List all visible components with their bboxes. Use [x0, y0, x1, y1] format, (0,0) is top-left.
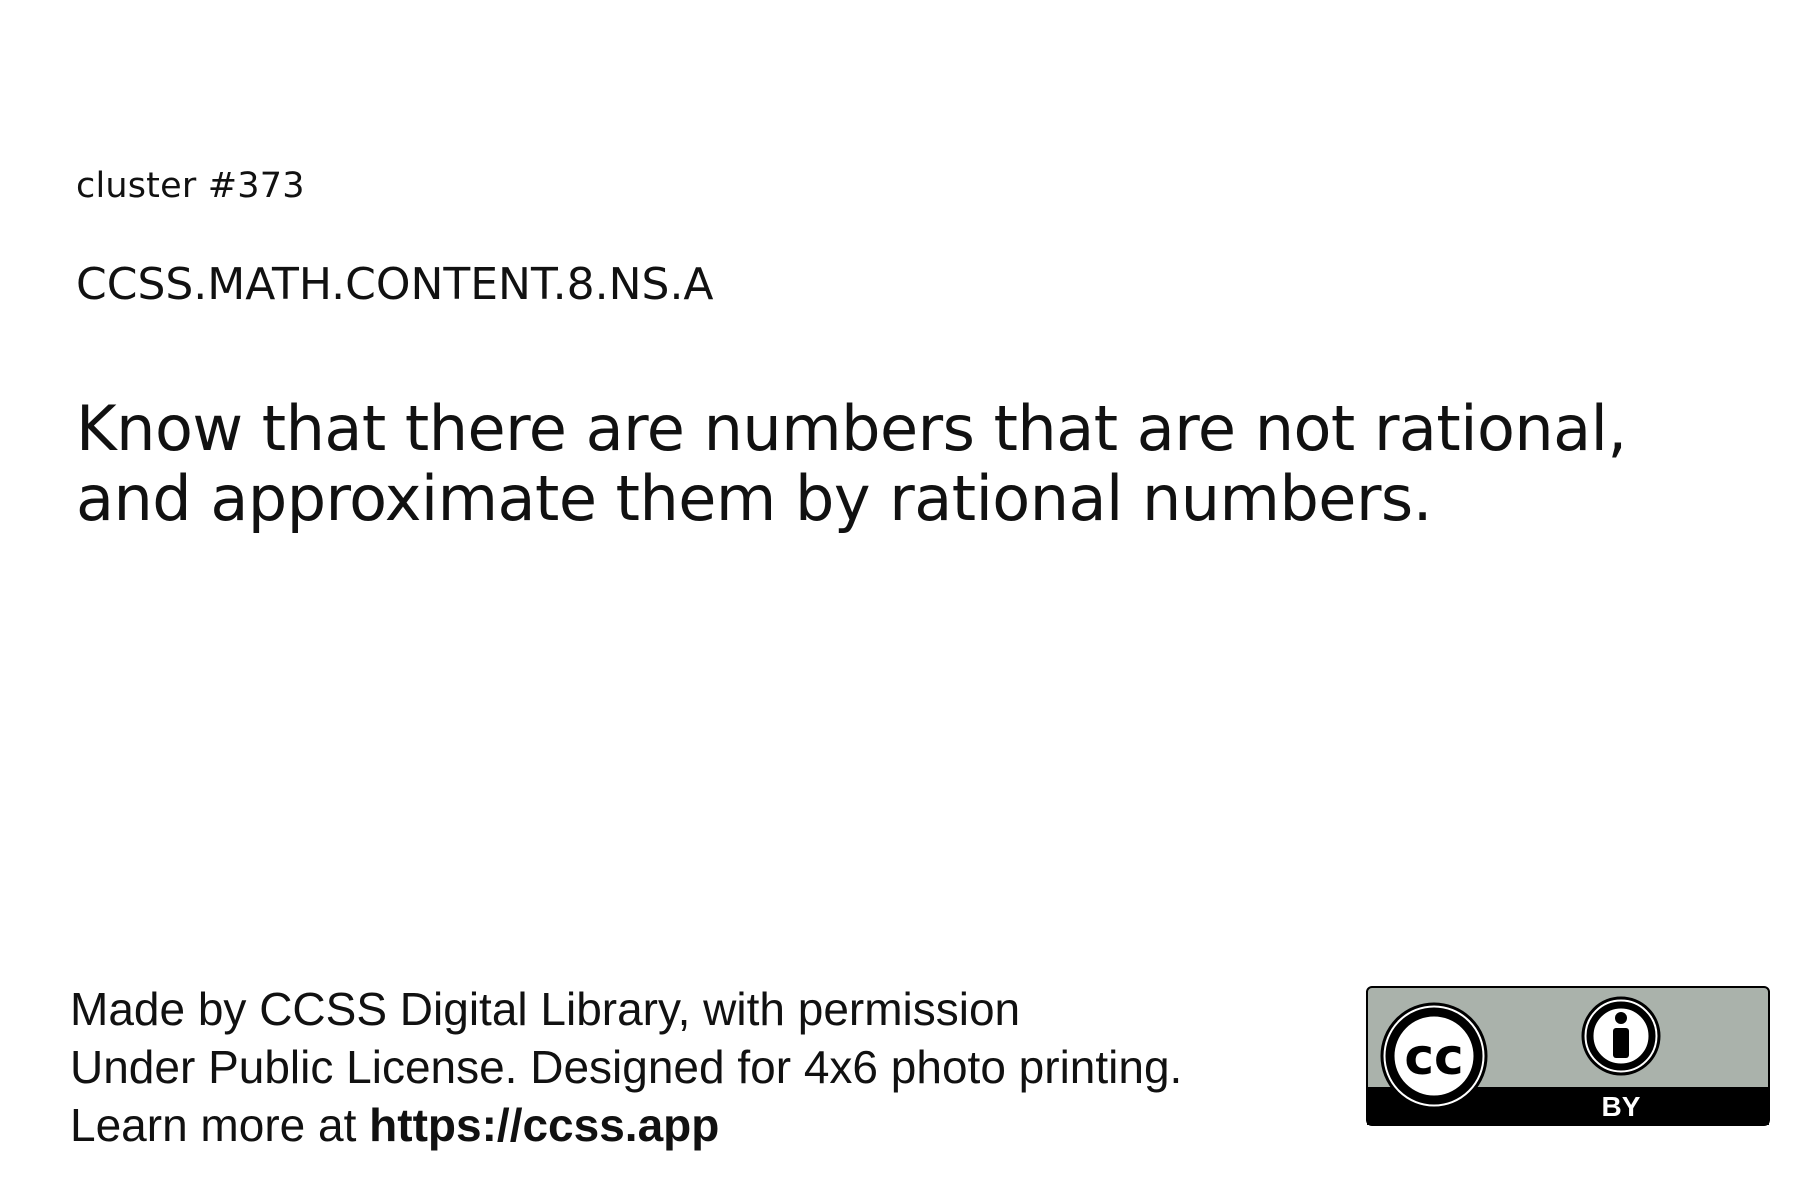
footer-attribution: [70, 980, 1182, 1154]
learn-more-prefix: Learn more at: [70, 1099, 370, 1151]
cluster-id: cluster #373: [76, 166, 305, 206]
cc-by-badge-graphic: [1366, 986, 1770, 1126]
cc-text: cc: [1404, 1028, 1464, 1086]
attribution-line-license: Under Public License. Designed for 4x6 photo printing.: [70, 1041, 1183, 1093]
standard-code: CCSS.MATH.CONTENT.8.NS.A: [76, 259, 714, 310]
person-body-icon: [1613, 1028, 1629, 1058]
person-head-icon: [1615, 1012, 1627, 1024]
attribution-line-learn-more: [70, 1096, 1182, 1154]
attribution-line-made-by: Made by CCSS Digital Library, with permission: [70, 983, 1021, 1035]
ccss-app-link[interactable]: https://ccss.app: [369, 1099, 720, 1151]
standard-statement: Know that there are numbers that are not rational, and approximate them by rational numbers.: [76, 392, 1627, 535]
cc-by-license-badge: [1366, 986, 1770, 1126]
by-text: BY: [1601, 1091, 1641, 1122]
